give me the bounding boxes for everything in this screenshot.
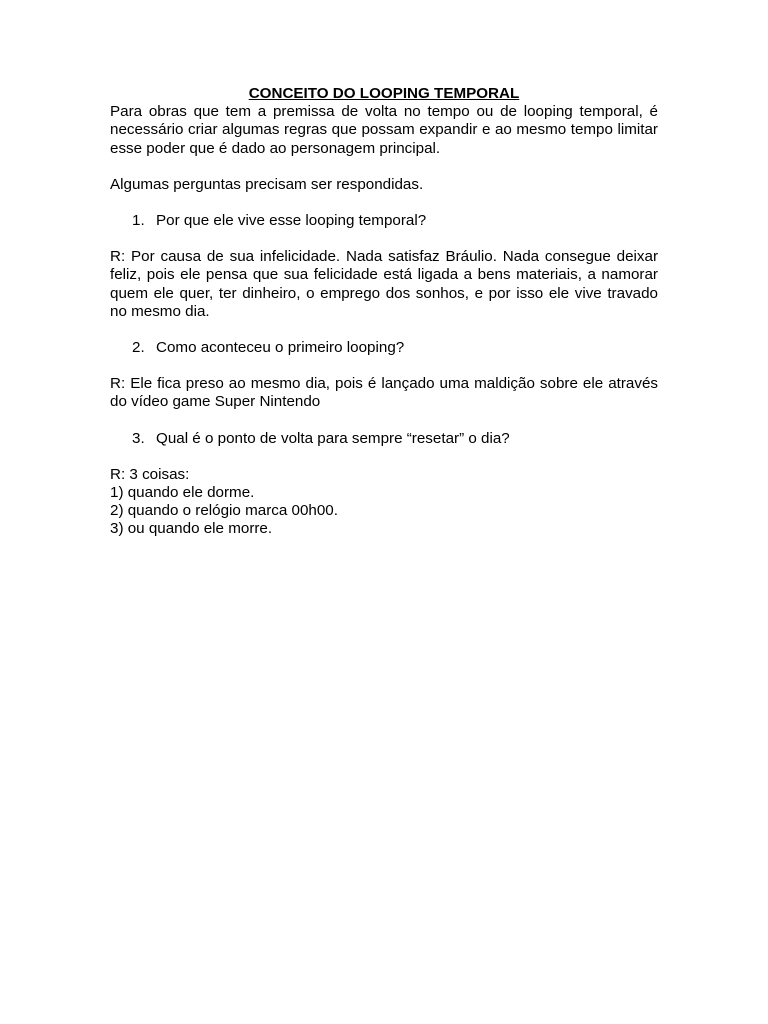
answer-2: R: Ele fica preso ao mesmo dia, pois é lançado uma maldição sobre ele através do vídeo game Super Nintendo xyxy=(110,375,658,411)
question-text: Por que ele vive esse looping temporal? xyxy=(156,212,427,230)
spacer xyxy=(110,230,658,248)
question-1 xyxy=(110,212,658,230)
spacer xyxy=(110,412,658,430)
answer-3-line: R: 3 coisas: xyxy=(110,465,190,483)
spacer xyxy=(110,357,658,375)
spacer xyxy=(110,158,658,176)
question-2 xyxy=(110,339,658,357)
answer-3-line: 3) ou quando ele morre. xyxy=(110,520,273,538)
answer-3-line: 2) quando o relógio marca 00h00. xyxy=(110,502,338,520)
spacer xyxy=(110,448,658,466)
question-3 xyxy=(110,430,658,448)
document-body xyxy=(110,85,658,539)
question-number: 3. xyxy=(132,429,145,447)
answer-1: R: Por causa de sua infelicidade. Nada satisfaz Bráulio. Nada consegue deixar feliz, pois ele pensa que sua felicidade está ligada a bens materiais, a namorar quem ele quer, ter dinheiro, o emprego dos sonhos, e por isso ele vive travado no mesmo dia. xyxy=(110,248,658,320)
lead-paragraph: Algumas perguntas precisam ser respondidas. xyxy=(110,175,424,193)
intro-paragraph: Para obras que tem a premissa de volta no tempo ou de looping temporal, é necessário criar algumas regras que possam expandir e ao mesmo tempo limitar esse poder que é dado ao personagem principal. xyxy=(110,103,658,157)
question-text: Como aconteceu o primeiro looping? xyxy=(156,339,405,357)
spacer xyxy=(110,194,658,212)
question-text: Qual é o ponto de volta para sempre “resetar” o dia? xyxy=(156,429,510,447)
answer-3-line: 1) quando ele dorme. xyxy=(110,484,255,502)
spacer xyxy=(110,321,658,339)
question-number: 1. xyxy=(132,212,145,230)
question-number: 2. xyxy=(132,339,145,357)
document-title: CONCEITO DO LOOPING TEMPORAL xyxy=(248,85,520,102)
